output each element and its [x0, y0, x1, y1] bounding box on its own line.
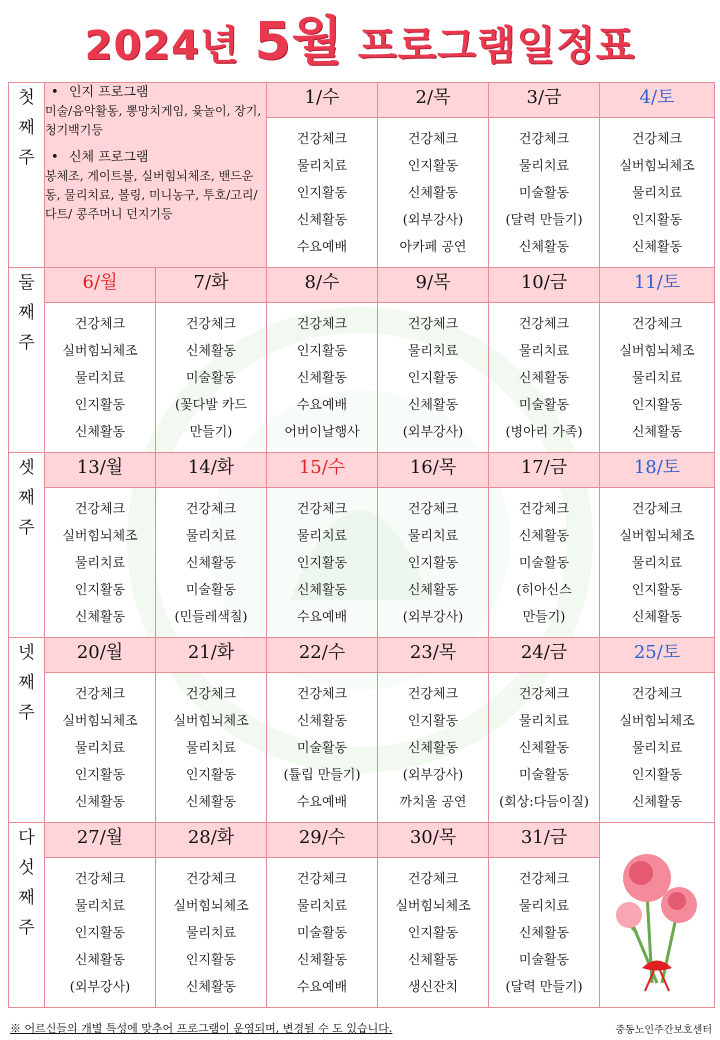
- activity-list: [600, 488, 714, 637]
- day-activities: [156, 858, 267, 1008]
- day-header: [378, 823, 489, 858]
- activity-list: [156, 303, 266, 452]
- day-activities: [267, 488, 378, 638]
- activity-item: 생신잔치: [407, 980, 459, 995]
- day-header: [45, 453, 156, 488]
- week-label-char: 째: [18, 303, 35, 323]
- day-header: [600, 638, 715, 673]
- activity-item: 물리치료: [631, 186, 683, 201]
- activity-item: 물리치료: [407, 529, 459, 544]
- activity-item: 건강체크: [631, 502, 683, 517]
- activity-item: 물리치료: [296, 529, 348, 544]
- activity-item: 인지활동: [407, 371, 459, 386]
- day-date: 7/화: [193, 272, 229, 293]
- week-label-char: 째: [18, 888, 35, 908]
- day-header: [600, 268, 715, 303]
- activity-item: 실버힘뇌체조: [173, 714, 249, 729]
- activity-list: [267, 303, 377, 452]
- week-activity-row: [9, 303, 715, 453]
- activity-item: 미술활동: [518, 556, 570, 571]
- activity-list: [378, 858, 488, 1007]
- day-activities: [489, 673, 600, 823]
- activity-list: [378, 488, 488, 637]
- activity-item: 건강체크: [631, 132, 683, 147]
- activity-item: 건강체크: [74, 687, 126, 702]
- activity-item: 신체활동: [518, 371, 570, 386]
- week-label-char: 섯: [18, 858, 35, 878]
- activity-item: 물리치료: [631, 556, 683, 571]
- program-heading: • 인지 프로그램: [45, 83, 266, 102]
- activity-item: 신체활동: [296, 714, 348, 729]
- activity-list: [600, 118, 714, 267]
- activity-item: 미술활동: [185, 583, 237, 598]
- activity-item: 물리치료: [518, 899, 570, 914]
- activity-item: 인지활동: [185, 768, 237, 783]
- activity-item: 실버힘뇌체조: [619, 159, 695, 174]
- activity-item: 어버이날행사: [284, 425, 360, 440]
- week-label: [9, 268, 45, 453]
- activity-item: 물리치료: [185, 741, 237, 756]
- activity-item: 신체활동: [296, 583, 348, 598]
- day-activities: [489, 303, 600, 453]
- activity-list: [378, 118, 488, 267]
- day-date: 3/금: [526, 87, 562, 108]
- day-header: [267, 823, 378, 858]
- day-date: 18/토: [633, 457, 681, 478]
- activity-item: 신체활동: [407, 583, 459, 598]
- day-date: 30/목: [409, 827, 457, 848]
- activity-item: 인지활동: [296, 344, 348, 359]
- activity-item: 물리치료: [74, 556, 126, 571]
- activity-item: 신체활동: [296, 371, 348, 386]
- activity-item: 인지활동: [631, 583, 683, 598]
- activity-item: 신체활동: [74, 610, 126, 625]
- day-activities: [378, 673, 489, 823]
- activity-item: 건강체크: [74, 872, 126, 887]
- activity-item: 물리치료: [74, 899, 126, 914]
- activity-item: 만들기): [189, 425, 233, 440]
- activity-item: (외부강사): [402, 610, 464, 625]
- activity-list: [267, 118, 377, 267]
- activity-item: 건강체크: [185, 687, 237, 702]
- day-date: 6/월: [82, 272, 118, 293]
- day-date: 13/월: [76, 457, 124, 478]
- activity-item: 미술활동: [296, 741, 348, 756]
- day-activities: [600, 488, 715, 638]
- activity-item: 신체활동: [407, 741, 459, 756]
- title-month: 5월: [254, 12, 343, 72]
- activity-item: 미술활동: [518, 768, 570, 783]
- day-activities: [45, 673, 156, 823]
- activity-item: 건강체크: [407, 132, 459, 147]
- activity-item: 건강체크: [407, 502, 459, 517]
- activity-item: 물리치료: [185, 926, 237, 941]
- activity-item: 신체활동: [631, 240, 683, 255]
- day-date: 22/수: [298, 642, 346, 663]
- activity-item: 신체활동: [518, 240, 570, 255]
- day-activities: [156, 488, 267, 638]
- activity-item: 신체활동: [518, 741, 570, 756]
- day-date: 8/수: [304, 272, 340, 293]
- activity-item: 실버힘뇌체조: [395, 899, 471, 914]
- activity-list: [489, 673, 599, 822]
- activity-item: (히아신스: [516, 583, 572, 598]
- program-info: [45, 83, 267, 268]
- week-header-row: [9, 823, 715, 858]
- day-header: [600, 83, 715, 118]
- activity-item: 물리치료: [407, 344, 459, 359]
- activity-item: (병아리 가족): [505, 425, 583, 440]
- activity-item: 건강체크: [518, 687, 570, 702]
- activity-item: 미술활동: [518, 398, 570, 413]
- day-header: [267, 453, 378, 488]
- activity-item: 물리치료: [518, 159, 570, 174]
- carnation-icon: [607, 823, 707, 993]
- day-activities: [267, 118, 378, 268]
- activity-item: 건강체크: [74, 317, 126, 332]
- activity-item: 실버힘뇌체조: [619, 529, 695, 544]
- activity-list: [600, 303, 714, 452]
- day-date: 14/화: [187, 457, 235, 478]
- day-date: 2/목: [415, 87, 451, 108]
- day-activities: [156, 303, 267, 453]
- activity-item: 인지활동: [631, 768, 683, 783]
- activity-item: 물리치료: [518, 344, 570, 359]
- activity-item: 미술활동: [518, 953, 570, 968]
- activity-item: 건강체크: [296, 872, 348, 887]
- week-label-char: 째: [18, 488, 35, 508]
- activity-list: [45, 673, 155, 822]
- activity-item: (외부강사): [402, 768, 464, 783]
- activity-item: 실버힘뇌체조: [62, 529, 138, 544]
- activity-item: 수요예배: [296, 980, 348, 995]
- activity-item: 수요예배: [296, 795, 348, 810]
- activity-item: 물리치료: [185, 529, 237, 544]
- week-label: [9, 638, 45, 823]
- week-label-char: 주: [18, 703, 35, 723]
- activity-item: 물리치료: [296, 899, 348, 914]
- day-activities: [378, 303, 489, 453]
- activity-item: 신체활동: [407, 953, 459, 968]
- activity-item: 실버힘뇌체조: [62, 344, 138, 359]
- activity-item: 미술활동: [185, 371, 237, 386]
- week-header-row: [9, 638, 715, 673]
- activity-item: 신체활동: [185, 556, 237, 571]
- day-date: 10/금: [520, 272, 568, 293]
- day-date: 24/금: [520, 642, 568, 663]
- activity-item: 인지활동: [407, 556, 459, 571]
- activity-item: 물리치료: [74, 741, 126, 756]
- activity-item: 신체활동: [74, 425, 126, 440]
- activity-list: [489, 118, 599, 267]
- activity-item: 미술활동: [518, 186, 570, 201]
- week-label: [9, 823, 45, 1008]
- activity-item: 건강체크: [407, 872, 459, 887]
- day-date: 16/목: [409, 457, 457, 478]
- day-header: [156, 823, 267, 858]
- activity-item: 인지활동: [407, 926, 459, 941]
- activity-item: 인지활동: [631, 213, 683, 228]
- activity-item: 건강체크: [407, 317, 459, 332]
- activity-item: 인지활동: [296, 556, 348, 571]
- activity-item: 인지활동: [74, 768, 126, 783]
- schedule-table: [8, 82, 715, 1008]
- activity-list: [600, 673, 714, 822]
- activity-item: 인지활동: [407, 714, 459, 729]
- activity-item: 인지활동: [74, 926, 126, 941]
- activity-item: 물리치료: [631, 741, 683, 756]
- activity-item: 신체활동: [631, 610, 683, 625]
- week-header-row: [9, 83, 715, 118]
- activity-item: 실버힘뇌체조: [619, 344, 695, 359]
- day-activities: [600, 303, 715, 453]
- activity-item: 건강체크: [518, 132, 570, 147]
- day-activities: [267, 673, 378, 823]
- activity-list: [156, 673, 266, 822]
- day-activities: [45, 858, 156, 1008]
- day-header: [378, 268, 489, 303]
- activity-item: 신체활동: [185, 980, 237, 995]
- activity-item: 수요예배: [296, 398, 348, 413]
- activity-item: 건강체크: [631, 687, 683, 702]
- activity-item: (꽃다발 카드: [175, 398, 247, 413]
- activity-item: 건강체크: [296, 317, 348, 332]
- activity-item: 건강체크: [74, 502, 126, 517]
- activity-item: 물리치료: [296, 159, 348, 174]
- week-label-char: 넷: [18, 643, 35, 663]
- activity-item: 건강체크: [518, 317, 570, 332]
- activity-list: [45, 303, 155, 452]
- day-date: 15/수: [298, 457, 346, 478]
- activity-item: 인지활동: [407, 159, 459, 174]
- activity-item: 건강체크: [518, 502, 570, 517]
- day-header: [156, 268, 267, 303]
- week-label-char: 주: [18, 148, 35, 168]
- activity-item: (달력 만들기): [505, 213, 583, 228]
- day-date: 1/수: [304, 87, 340, 108]
- day-activities: [156, 673, 267, 823]
- title-year: 2024년: [84, 23, 240, 69]
- activity-item: 실버힘뇌체조: [173, 899, 249, 914]
- activity-item: 신체활동: [631, 425, 683, 440]
- day-date: 4/토: [639, 87, 675, 108]
- day-header: [267, 268, 378, 303]
- activity-item: 물리치료: [631, 371, 683, 386]
- activity-item: (민들레색칠): [174, 610, 248, 625]
- activity-item: (회상:다듬이질): [499, 795, 589, 810]
- week-label-char: 주: [18, 333, 35, 353]
- activity-item: (외부강사): [69, 980, 131, 995]
- activity-item: 건강체크: [296, 687, 348, 702]
- week-header-row: [9, 268, 715, 303]
- activity-list: [45, 488, 155, 637]
- day-activities: [378, 858, 489, 1008]
- activity-item: 인지활동: [631, 398, 683, 413]
- footnote: ※ 어르신들의 개별 특성에 맞추어 프로그램이 운영되며, 변경될 수 도 있습니다.: [10, 1022, 393, 1035]
- activity-item: 신체활동: [407, 398, 459, 413]
- day-activities: [600, 673, 715, 823]
- day-header: [489, 83, 600, 118]
- activity-item: 물리치료: [518, 714, 570, 729]
- day-date: 29/수: [298, 827, 346, 848]
- activity-item: 신체활동: [518, 926, 570, 941]
- title-rest: 프로그램일정표: [357, 23, 636, 69]
- activity-item: 건강체크: [296, 132, 348, 147]
- activity-item: 건강체크: [185, 317, 237, 332]
- week-label-char: 주: [18, 518, 35, 538]
- day-header: [45, 268, 156, 303]
- activity-item: (외부강사): [402, 425, 464, 440]
- day-activities: [267, 858, 378, 1008]
- day-date: 20/월: [76, 642, 124, 663]
- day-header: [489, 268, 600, 303]
- activity-item: 신체활동: [74, 953, 126, 968]
- activity-item: 건강체크: [185, 872, 237, 887]
- day-activities: [489, 488, 600, 638]
- week-label-char: 다: [18, 828, 35, 848]
- activity-item: 건강체크: [407, 687, 459, 702]
- week-label: [9, 83, 45, 268]
- activity-item: (외부강사): [402, 213, 464, 228]
- day-header: [267, 638, 378, 673]
- day-header: [45, 823, 156, 858]
- activity-list: [489, 488, 599, 637]
- activity-item: 실버힘뇌체조: [62, 714, 138, 729]
- day-activities: [267, 303, 378, 453]
- day-date: 11/토: [633, 272, 681, 293]
- day-header: [156, 453, 267, 488]
- activity-list: [156, 858, 266, 1007]
- activity-item: 인지활동: [185, 953, 237, 968]
- activity-list: [489, 303, 599, 452]
- program-text: 봉체조, 게이트볼, 실버힘뇌체조, 밴드운동, 물리치료, 볼링, 미니농구, 투호/고리/다트/ 콩주머니 던지기등: [45, 169, 258, 221]
- day-activities: [489, 858, 600, 1008]
- week-activity-row: [9, 673, 715, 823]
- day-activities: [378, 488, 489, 638]
- program-heading: • 신체 프로그램: [45, 148, 266, 167]
- day-header: [489, 453, 600, 488]
- activity-item: 인지활동: [296, 186, 348, 201]
- activity-item: 만들기): [522, 610, 566, 625]
- week-label-char: 째: [18, 673, 35, 693]
- activity-item: 건강체크: [185, 502, 237, 517]
- day-header: [45, 638, 156, 673]
- day-date: 27/월: [76, 827, 124, 848]
- day-activities: [489, 118, 600, 268]
- day-date: 25/토: [633, 642, 681, 663]
- week-header-row: [9, 453, 715, 488]
- activity-item: 신체활동: [631, 795, 683, 810]
- activity-list: [489, 858, 599, 1007]
- day-header: [378, 638, 489, 673]
- activity-list: [45, 858, 155, 1007]
- center-name: 중동노인주간보호센터: [615, 1025, 712, 1036]
- day-header: [378, 83, 489, 118]
- day-activities: [378, 118, 489, 268]
- activity-item: 수요예배: [296, 610, 348, 625]
- activity-list: [267, 488, 377, 637]
- activity-item: 물리치료: [74, 371, 126, 386]
- activity-item: (달력 만들기): [505, 980, 583, 995]
- day-activities: [45, 303, 156, 453]
- activity-item: 미술활동: [296, 926, 348, 941]
- activity-item: 까치울 공연: [399, 795, 467, 810]
- day-header: [600, 453, 715, 488]
- day-header: [156, 638, 267, 673]
- day-header: [489, 638, 600, 673]
- week-label-char: 째: [18, 118, 35, 138]
- day-date: 17/금: [520, 457, 568, 478]
- activity-list: [378, 303, 488, 452]
- activity-item: 수요예배: [296, 240, 348, 255]
- week-label: [9, 453, 45, 638]
- activity-item: 신체활동: [74, 795, 126, 810]
- week-label-char: 주: [18, 918, 35, 938]
- day-date: 21/화: [187, 642, 235, 663]
- day-date: 23/목: [409, 642, 457, 663]
- activity-item: 아카페 공연: [399, 240, 467, 255]
- activity-list: [267, 858, 377, 1007]
- activity-item: 건강체크: [631, 317, 683, 332]
- activity-item: 신체활동: [518, 529, 570, 544]
- activity-item: (튤립 만들기): [283, 768, 361, 783]
- activity-item: 인지활동: [74, 398, 126, 413]
- activity-item: 건강체크: [518, 872, 570, 887]
- activity-item: 실버힘뇌체조: [619, 714, 695, 729]
- day-header: [378, 453, 489, 488]
- day-header: [489, 823, 600, 858]
- activity-list: [156, 488, 266, 637]
- page-title: [0, 6, 720, 78]
- activity-item: 인지활동: [74, 583, 126, 598]
- day-header: [267, 83, 378, 118]
- activity-item: 신체활동: [185, 795, 237, 810]
- day-date: 31/금: [520, 827, 568, 848]
- week-label-char: 둘: [18, 273, 35, 293]
- program-text: 미술/음악활동, 뽕망치게임, 윷놀이, 장기, 청기백기등: [45, 104, 262, 137]
- activity-item: 신체활동: [185, 344, 237, 359]
- day-activities: [600, 118, 715, 268]
- activity-item: 신체활동: [296, 213, 348, 228]
- activity-list: [378, 673, 488, 822]
- week-label-char: 첫: [18, 88, 35, 108]
- week-label-char: 셋: [18, 458, 35, 478]
- day-date: 28/화: [187, 827, 235, 848]
- carnation-illustration: [600, 823, 715, 1008]
- day-activities: [45, 488, 156, 638]
- week-activity-row: [9, 488, 715, 638]
- day-date: 9/목: [415, 272, 451, 293]
- activity-item: 건강체크: [296, 502, 348, 517]
- activity-item: 신체활동: [407, 186, 459, 201]
- activity-list: [267, 673, 377, 822]
- activity-item: 신체활동: [296, 953, 348, 968]
